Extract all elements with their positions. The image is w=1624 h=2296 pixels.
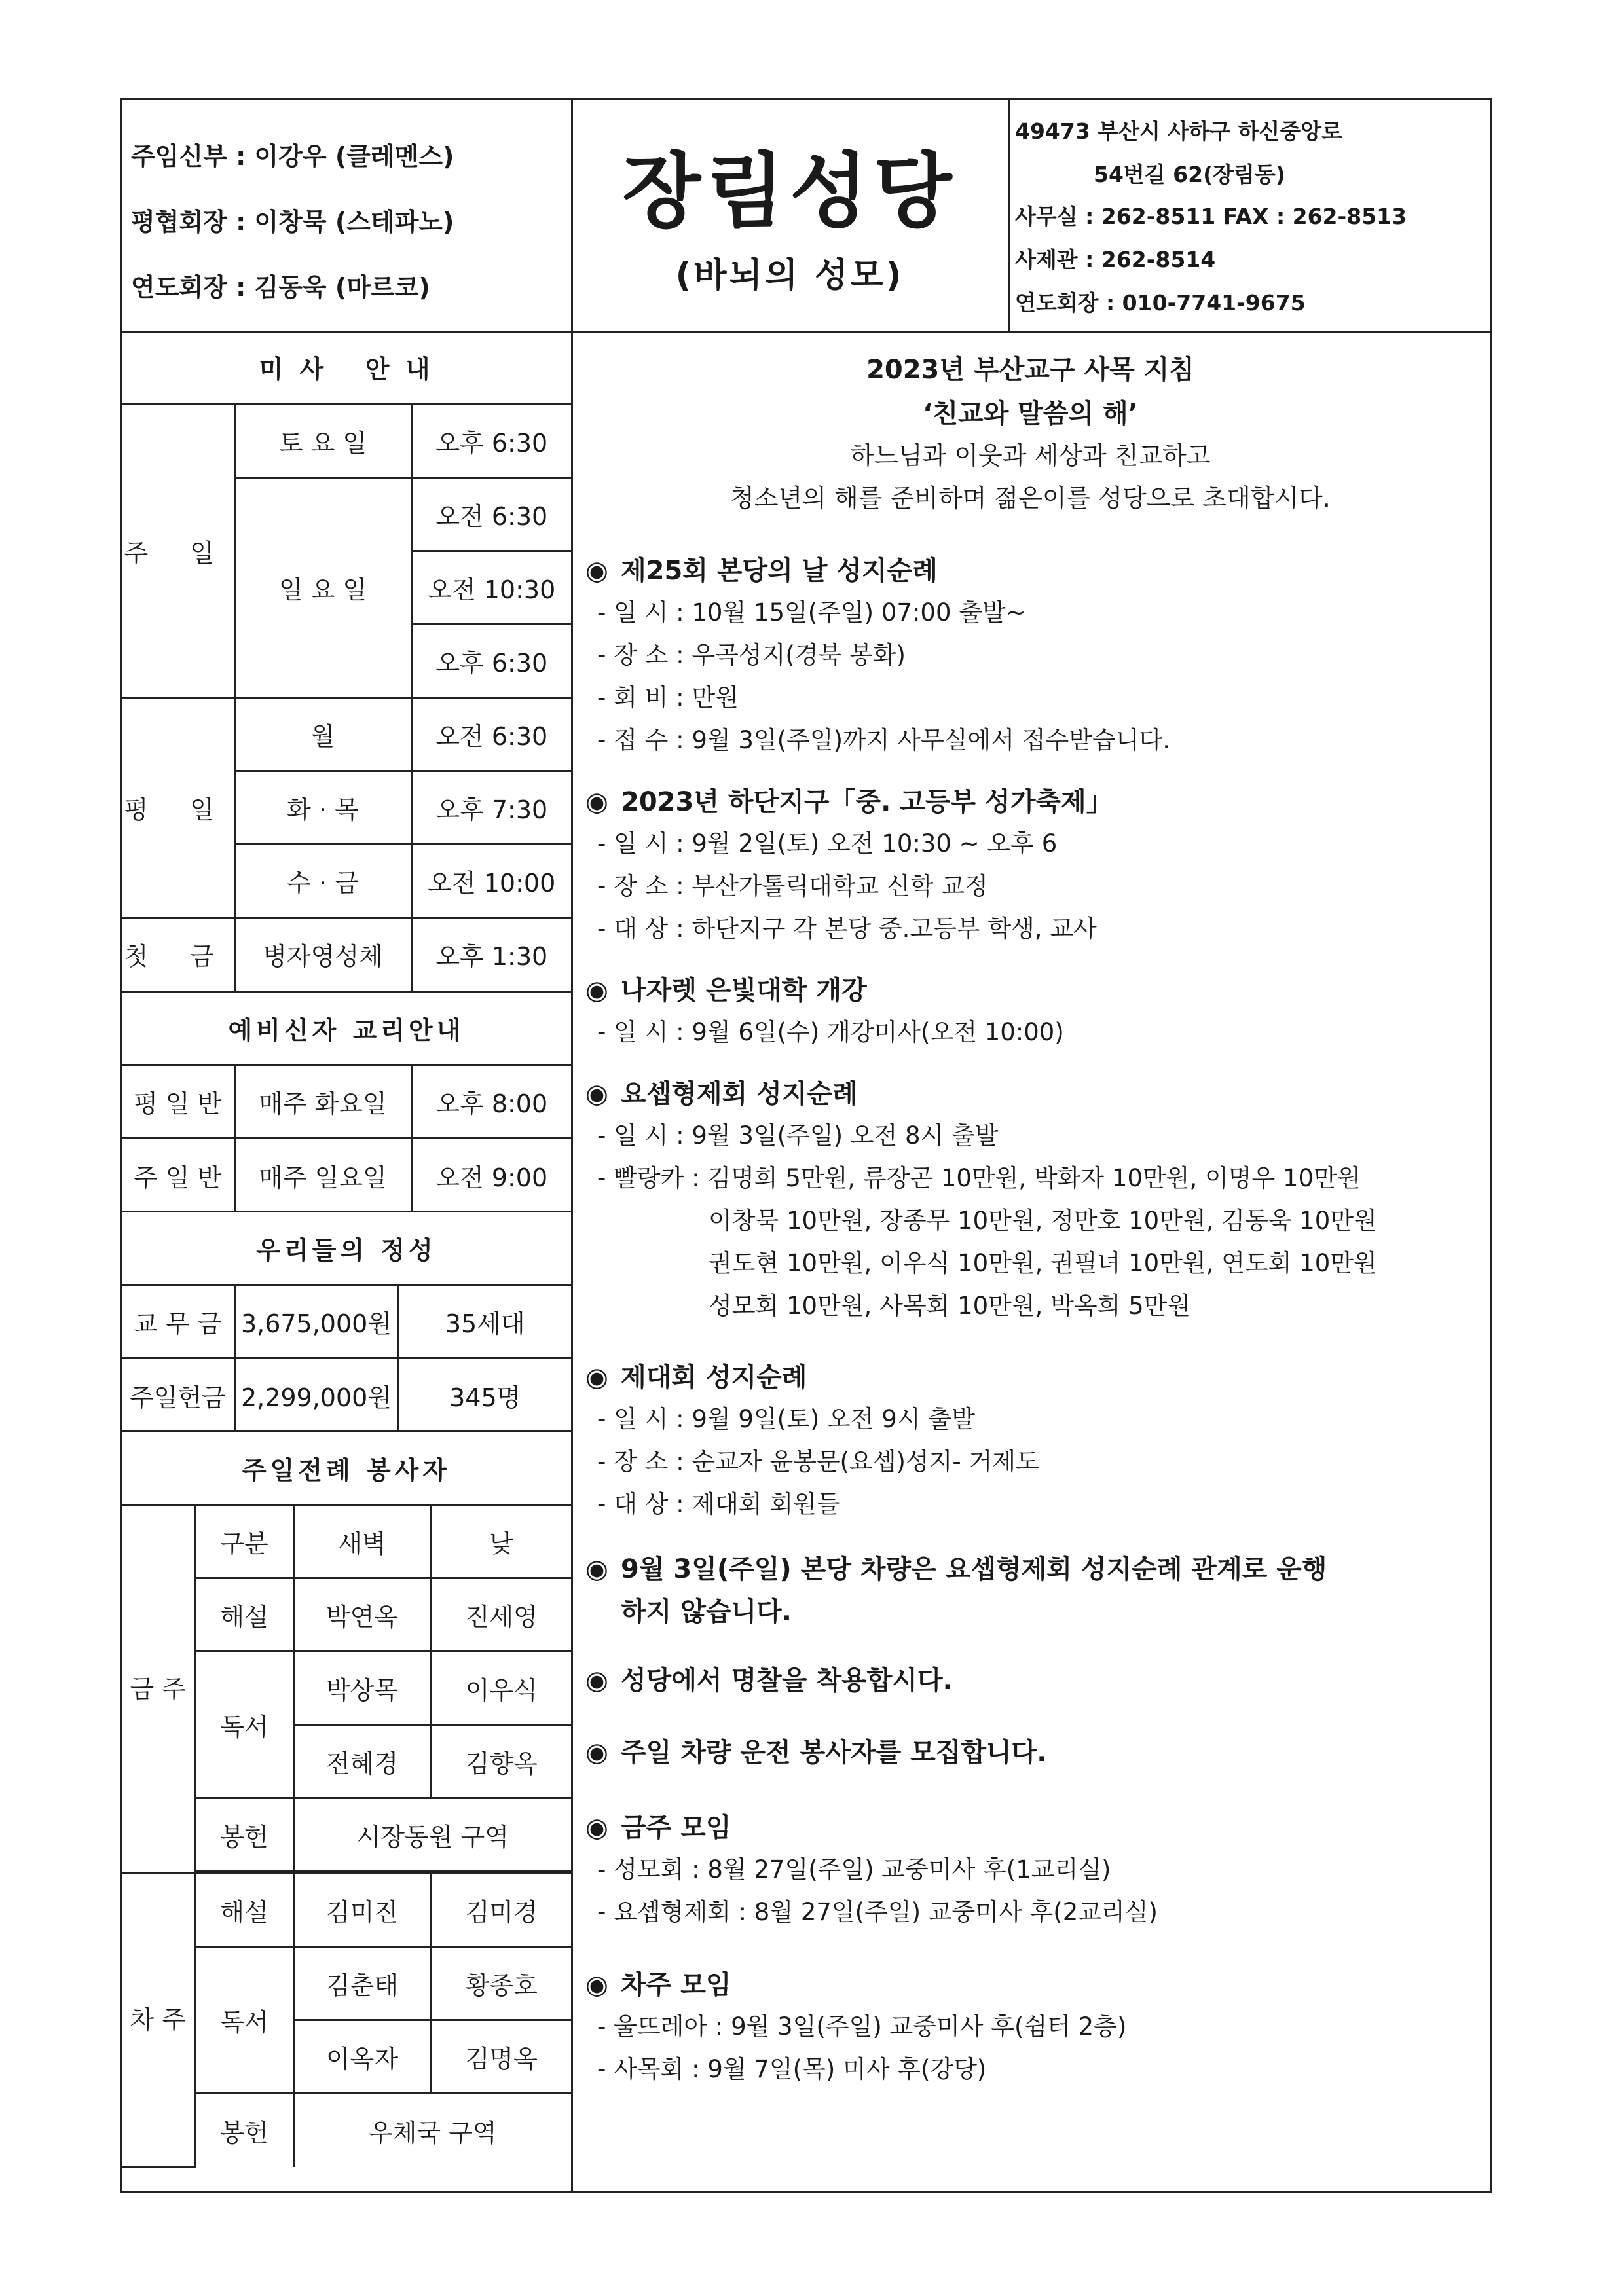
- servers-table: [122, 1430, 571, 2168]
- theme-name: ‘친교와 말씀의 해’: [923, 399, 1138, 429]
- notice-title: ◉ 성당에서 명찰을 착용합시다.: [585, 1666, 953, 1696]
- offering-count: 35세대: [398, 1285, 571, 1358]
- mass-schedule-table: [122, 331, 571, 991]
- notice-title: ◉ 제대회 성지순례: [585, 1362, 807, 1393]
- mass-time: 오전 10:00: [411, 844, 571, 917]
- notice-line: - 요셉형제회 : 8월 27일(주일) 교중미사 후(2교리실): [597, 1898, 1158, 1926]
- notice-line: - 성모회 : 8월 27일(주일) 교중미사 후(1교리실): [597, 1855, 1111, 1884]
- notice-line: - 회 비 : 만원: [597, 683, 739, 712]
- role-comment: 해설: [195, 1578, 293, 1652]
- notice-line: - 장 소 : 순교자 윤봉문(요셉)성지- 거제도: [597, 1448, 1039, 1476]
- role-offertory: 봉헌: [195, 2094, 293, 2167]
- notice-line: - 사목회 : 9월 7일(목) 미사 후(강당): [597, 2055, 987, 2083]
- notice-line: - 일 시 : 9월 6일(수) 개강미사(오전 10:00): [597, 1018, 1064, 1046]
- bullet-icon: ◉: [585, 975, 608, 1006]
- notice-line: - 빨랑카 : 김명희 5만원, 류장곤 10만원, 박화자 10만원, 이명우 10만원: [597, 1164, 1361, 1192]
- parish-title: 장림성당: [622, 145, 957, 239]
- notices-column: [571, 331, 1490, 2191]
- server-name: 황종호: [431, 1947, 571, 2020]
- notice-title: ◉ 나자렛 은빛대학 개강: [585, 975, 867, 1006]
- notice-title-continued: 하지 않습니다.: [621, 1597, 792, 1627]
- theme-line1: 하느님과 이웃과 세상과 친교하고: [850, 441, 1211, 470]
- offering-table: [122, 1211, 571, 1432]
- bullet-icon: ◉: [585, 1813, 608, 1843]
- notice-line: - 접 수 : 9월 3일(주일)까지 사무실에서 접수받습니다.: [597, 726, 1170, 754]
- officer-priest: 주임신부 : 이강우 (클레멘스): [131, 142, 454, 171]
- notice-line: - 일 시 : 9월 2일(토) 오전 10:30 ~ 오후 6: [597, 829, 1058, 858]
- notice-title: ◉ 제25회 본당의 날 성지순례: [585, 556, 938, 586]
- role-offertory: 봉헌: [195, 1798, 293, 1872]
- mass-time: 오후 6:30: [411, 624, 571, 697]
- next-week-label: 차 주: [122, 1874, 195, 2167]
- notice-title: ◉ 주일 차량 운전 봉사자를 모집합니다.: [585, 1738, 1047, 1768]
- bullet-icon: ◉: [585, 556, 608, 586]
- offering-label: 교 무 금: [122, 1285, 234, 1358]
- class-label: 평 일 반: [122, 1065, 234, 1139]
- notice-line: - 장 소 : 부산가톨릭대학교 신학 교정: [597, 872, 988, 900]
- bullet-icon: ◉: [585, 1362, 608, 1393]
- bulletin-frame: [120, 98, 1492, 2193]
- mass-time: 오후 6:30: [411, 404, 571, 477]
- this-week-label: 금 주: [122, 1505, 195, 1874]
- mass-heading: 미 사 안 내: [122, 331, 571, 404]
- parish-subtitle: (바뇌의 성모): [675, 256, 904, 295]
- mass-time: 오전 10:30: [411, 551, 571, 624]
- catechumen-heading: 예비신자 교리안내: [122, 992, 571, 1065]
- server-name: 김미진: [293, 1874, 431, 1947]
- server-name: 박상목: [293, 1652, 431, 1725]
- bullet-icon: ◉: [585, 1666, 608, 1696]
- col-dawn: 새벽: [293, 1505, 431, 1578]
- sunday-label: 주 일: [122, 404, 234, 697]
- bullet-icon: ◉: [585, 1738, 608, 1768]
- header: [122, 100, 1490, 333]
- notice-title: ◉ 9월 3일(주일) 본당 차량은 요셉형제회 성지순례 관계로 운행: [585, 1554, 1327, 1584]
- address-line2: 54번길 62(장림동): [1094, 162, 1285, 187]
- server-name: 김미경: [431, 1874, 571, 1947]
- servers-heading: 주일전례 봉사자: [122, 1432, 571, 1505]
- bullet-icon: ◉: [585, 1554, 608, 1584]
- server-name: 김명옥: [431, 2020, 571, 2094]
- class-label: 주 일 반: [122, 1139, 234, 1212]
- notice-line: - 대 상 : 제대회 회원들: [597, 1490, 840, 1518]
- left-column: [122, 331, 573, 2191]
- server-name: 진세영: [431, 1578, 571, 1652]
- officer-yeondo-president: 연도회장 : 김동욱 (마르코): [131, 273, 430, 302]
- notice-title: ◉ 요셉형제회 성지순례: [585, 1079, 858, 1109]
- catechumen-table: [122, 991, 571, 1212]
- address-line1: 49473 부산시 사하구 하신중앙로: [1015, 118, 1342, 144]
- notice-line: 성모회 10만원, 사목회 10만원, 박옥희 5만원: [709, 1292, 1191, 1320]
- offertory-group: 시장동원 구역: [293, 1798, 571, 1872]
- notice-title: ◉ 2023년 하단지구「중. 고등부 성가축제」: [585, 787, 1113, 817]
- mass-day: 수 · 금: [234, 844, 411, 917]
- server-name: 전혜경: [293, 1725, 431, 1798]
- col-day: 낮: [431, 1505, 571, 1578]
- president-phone: 연도회장 : 010-7741-9675: [1015, 290, 1306, 316]
- server-name: 이우식: [431, 1652, 571, 1725]
- server-name: 이옥자: [293, 2020, 431, 2094]
- notice-title: ◉ 금주 모임: [585, 1813, 731, 1843]
- role-reading: 독서: [195, 1947, 293, 2094]
- col-gubun: 구분: [195, 1505, 293, 1578]
- bullet-icon: ◉: [585, 1970, 608, 2000]
- notice-line: - 울뜨레아 : 9월 3일(주일) 교중미사 후(쉼터 2층): [597, 2013, 1127, 2041]
- class-time: 오후 8:00: [411, 1065, 571, 1139]
- office-phone: 사무실 : 262-8511 FAX : 262-8513: [1015, 204, 1407, 229]
- notice-line: - 일 시 : 9월 3일(주일) 오전 8시 출발: [597, 1121, 999, 1150]
- server-name: 김춘태: [293, 1947, 431, 2020]
- mass-time: 오전 6:30: [411, 477, 571, 551]
- server-name: 김향옥: [431, 1725, 571, 1798]
- class-time: 오전 9:00: [411, 1139, 571, 1212]
- offering-amount: 2,299,000원: [234, 1358, 398, 1432]
- first-friday-desc: 병자영성체: [234, 917, 411, 991]
- notice-line: - 대 상 : 하단지구 각 본당 중.고등부 학생, 교사: [597, 915, 1097, 943]
- theme-title: 2023년 부산교구 사목 지침: [866, 355, 1194, 385]
- class-day: 매주 화요일: [234, 1065, 411, 1139]
- role-comment: 해설: [195, 1874, 293, 1947]
- mass-day: 일 요 일: [234, 477, 411, 697]
- mass-time: 오후 7:30: [411, 771, 571, 844]
- bullet-icon: ◉: [585, 787, 608, 817]
- notice-line: 이창묵 10만원, 장종무 10만원, 정만호 10만원, 김동욱 10만원: [709, 1207, 1377, 1235]
- title-box: [571, 100, 1010, 331]
- class-day: 매주 일요일: [234, 1139, 411, 1212]
- offering-count: 345명: [398, 1358, 571, 1432]
- offertory-group: 우체국 구역: [293, 2094, 571, 2167]
- server-name: 박연옥: [293, 1578, 431, 1652]
- bullet-icon: ◉: [585, 1079, 608, 1109]
- rectory-phone: 사제관 : 262-8514: [1015, 247, 1216, 272]
- theme-line2: 청소년의 해를 준비하며 젊은이를 성당으로 초대합시다.: [730, 484, 1331, 513]
- notice-title: ◉ 차주 모임: [585, 1970, 731, 2000]
- officers-box: [122, 100, 573, 331]
- notice-line: - 일 시 : 10월 15일(주일) 07:00 출발~: [597, 598, 1026, 627]
- mass-time: 오전 6:30: [411, 697, 571, 771]
- offering-label: 주일헌금: [122, 1358, 234, 1432]
- first-friday-label: 첫 금: [122, 917, 234, 991]
- notice-line: 권도현 10만원, 이우식 10만원, 권필녀 10만원, 연도회 10만원: [709, 1249, 1377, 1277]
- officer-council-president: 평협회장 : 이창묵 (스테파노): [131, 208, 454, 236]
- notice-line: - 일 시 : 9월 9일(토) 오전 9시 출발: [597, 1405, 975, 1433]
- first-friday-time: 오후 1:30: [411, 917, 571, 991]
- notice-line: - 장 소 : 우곡성지(경북 봉화): [597, 641, 906, 669]
- contact-box: [1008, 100, 1490, 331]
- mass-day: 토 요 일: [234, 404, 411, 477]
- role-reading: 독서: [195, 1652, 293, 1798]
- weekday-label: 평 일: [122, 697, 234, 917]
- mass-day: 화 · 목: [234, 771, 411, 844]
- offering-heading: 우리들의 정성: [122, 1212, 571, 1285]
- offering-amount: 3,675,000원: [234, 1285, 398, 1358]
- mass-day: 월: [234, 697, 411, 771]
